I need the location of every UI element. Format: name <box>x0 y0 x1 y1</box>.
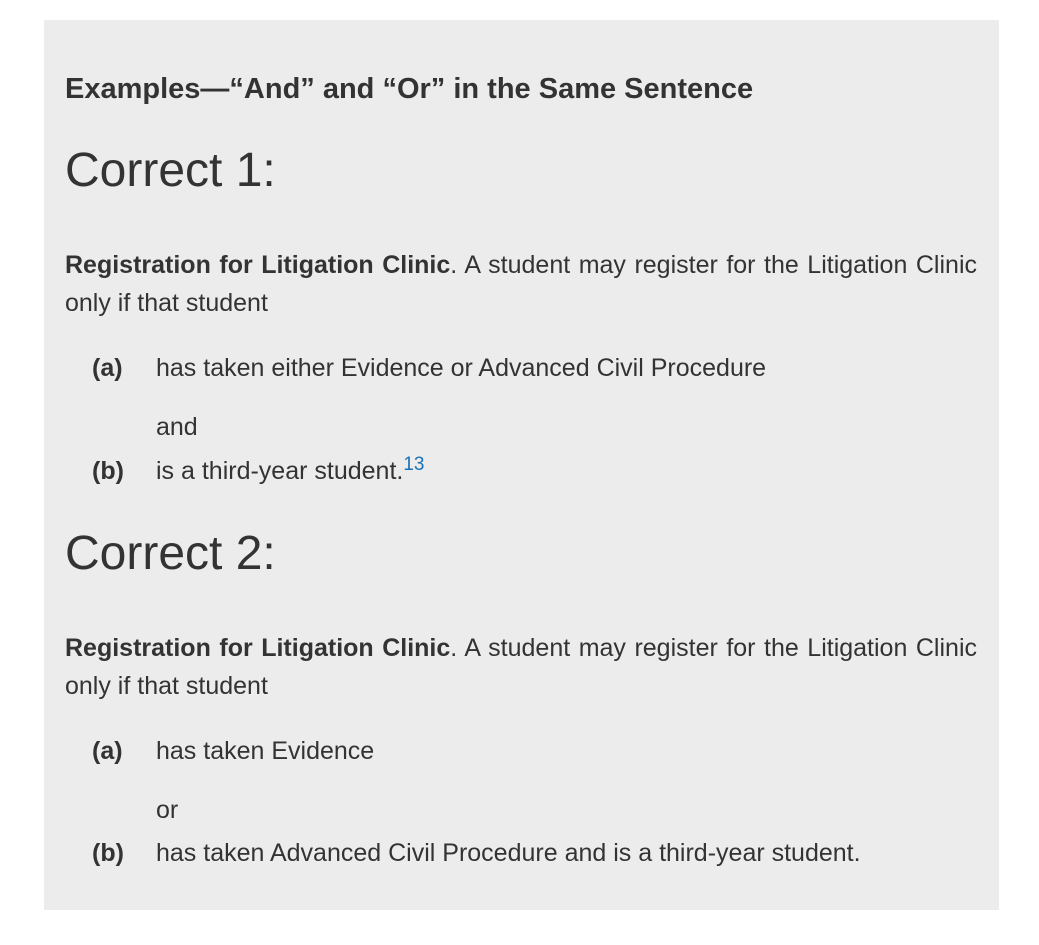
box-heading: Examples—“And” and “Or” in the Same Sentence <box>65 73 754 105</box>
examples-box <box>44 20 999 910</box>
example-2-intro-text: . A student may register for the Litigation Clinic only if that student <box>65 634 977 700</box>
example-1-connector: and <box>156 413 198 441</box>
example-2-item-a-marker: (a) <box>92 737 123 765</box>
example-2-intro-lead: Registration for Litigation Clinic <box>65 634 451 662</box>
example-1-item-a-marker: (a) <box>92 354 123 382</box>
example-1-item-b-text: is a third-year student. <box>156 457 404 485</box>
example-1-intro <box>65 246 977 322</box>
example-2-connector: or <box>156 796 179 824</box>
example-1-item-b <box>92 456 424 486</box>
example-1-intro-text: . A student may register for the Litigation Clinic only if that student <box>65 251 977 317</box>
example-2-title: Correct 2: <box>65 527 276 580</box>
example-1-item-a <box>92 353 766 383</box>
example-1-title: Correct 1: <box>65 144 276 197</box>
example-1-item-a-text: has taken either Evidence or Advanced Civil Procedure <box>156 354 767 382</box>
example-1-intro-lead: Registration for Litigation Clinic <box>65 251 451 279</box>
example-2-item-b-text: has taken Advanced Civil Procedure and is a third-year student. <box>156 839 861 867</box>
example-2-item-a-text: has taken Evidence <box>156 737 375 765</box>
footnote-link[interactable]: 13 <box>403 454 425 475</box>
example-2-item-b <box>92 838 861 868</box>
example-2-item-a <box>92 736 374 766</box>
example-2-intro <box>65 629 977 705</box>
example-1-item-b-marker: (b) <box>92 457 124 485</box>
example-2-item-b-marker: (b) <box>92 839 124 867</box>
